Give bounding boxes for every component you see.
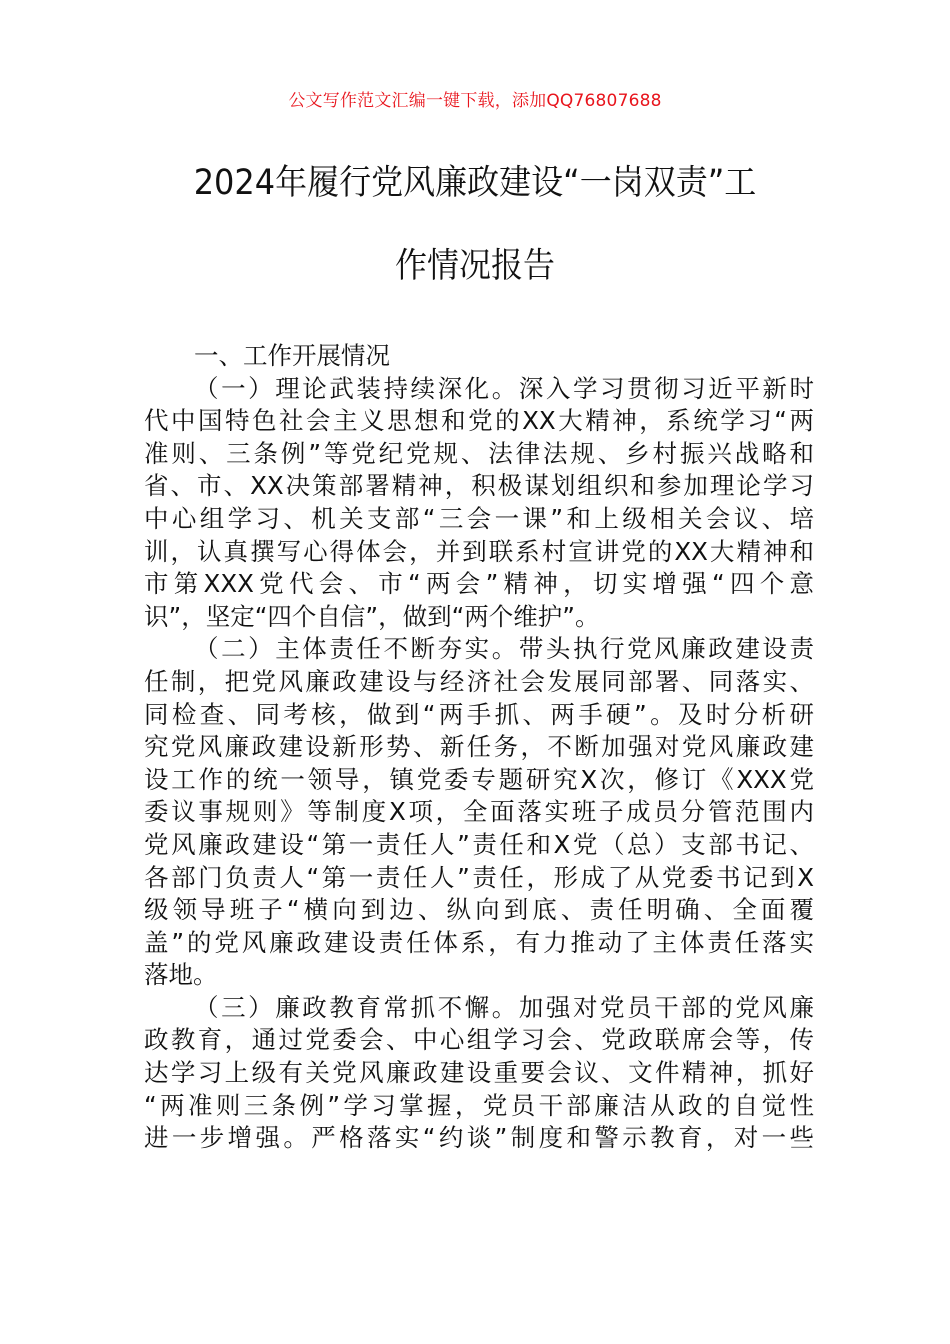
paragraph-line: 省、市、XX决策部署精神，积极谋划组织和参加理论学习: [144, 471, 814, 501]
paragraph-line: 设工作的统一领导，镇党委专题研究X次，修订《XXX党: [144, 764, 814, 794]
paragraph-line: 识”，坚定“四个自信”，做到“两个维护”。: [144, 601, 600, 631]
paragraph-line: 任制，把党风廉政建设与经济社会发展同部署、同落实、: [144, 666, 814, 696]
paragraph-line: 达学习上级有关党风廉政建设重要会议、文件精神，抓好: [144, 1058, 814, 1088]
document-title-line-1: 2024年履行党风廉政建设“一岗双责”工: [193, 161, 757, 203]
paragraph-2: [144, 633, 814, 992]
paragraph-line: 落地。: [144, 960, 218, 990]
paragraph-line: 进一步增强。严格落实“约谈”制度和警示教育，对一些: [144, 1123, 814, 1153]
paragraph-1: [144, 373, 814, 634]
paragraph-line: 市第XXX党代会、市“两会”精神，切实增强“四个意: [144, 569, 814, 599]
paragraph-line: 政教育，通过党委会、中心组学习会、党政联席会等，传: [144, 1025, 814, 1055]
paragraph-line: （一）理论武装持续深化。深入学习贯彻习近平新时: [194, 373, 814, 403]
document-title-line-2: 作情况报告: [394, 244, 555, 286]
paragraph-line: （二）主体责任不断夯实。带头执行党风廉政建设责: [194, 634, 814, 664]
paragraph-line: 盖”的党风廉政建设责任体系，有力推动了主体责任落实: [144, 927, 814, 957]
paragraph-line: 委议事规则》等制度X项，全面落实班子成员分管范围内: [144, 797, 814, 827]
paragraph-line: （三）廉政教育常抓不懈。加强对党员干部的党风廉: [194, 992, 814, 1022]
document-body: [144, 340, 814, 1155]
paragraph-line: 代中国特色社会主义思想和党的XX大精神，系统学习“两: [144, 406, 814, 436]
section-heading: 一、工作开展情况: [194, 341, 390, 370]
paragraph-line: 训，认真撰写心得体会，并到联系村宣讲党的XX大精神和: [144, 536, 814, 566]
paragraph-line: 党风廉政建设“第一责任人”责任和X党（总）支部书记、: [144, 829, 814, 859]
paragraph-line: “两准则三条例”学习掌握，党员干部廉洁从政的自觉性: [144, 1090, 814, 1120]
paragraph-line: 中心组学习、机关支部“三会一课”和上级相关会议、培: [144, 503, 814, 533]
paragraph-line: 级领导班子“横向到边、纵向到底、责任明确、全面覆: [144, 895, 814, 925]
paragraph-line: 同检查、同考核，做到“两手抓、两手硬”。及时分析研: [144, 699, 814, 729]
download-watermark: 公文写作范文汇编一键下载，添加QQ76807688: [288, 91, 662, 111]
paragraph-3: [144, 992, 814, 1155]
paragraph-line: 究党风廉政建设新形势、新任务，不断加强对党风廉政建: [144, 732, 814, 762]
paragraph-line: 准则、三条例”等党纪党规、法律法规、乡村振兴战略和: [144, 438, 814, 468]
paragraph-line: 各部门负责人“第一责任人”责任，形成了从党委书记到X: [144, 862, 814, 892]
